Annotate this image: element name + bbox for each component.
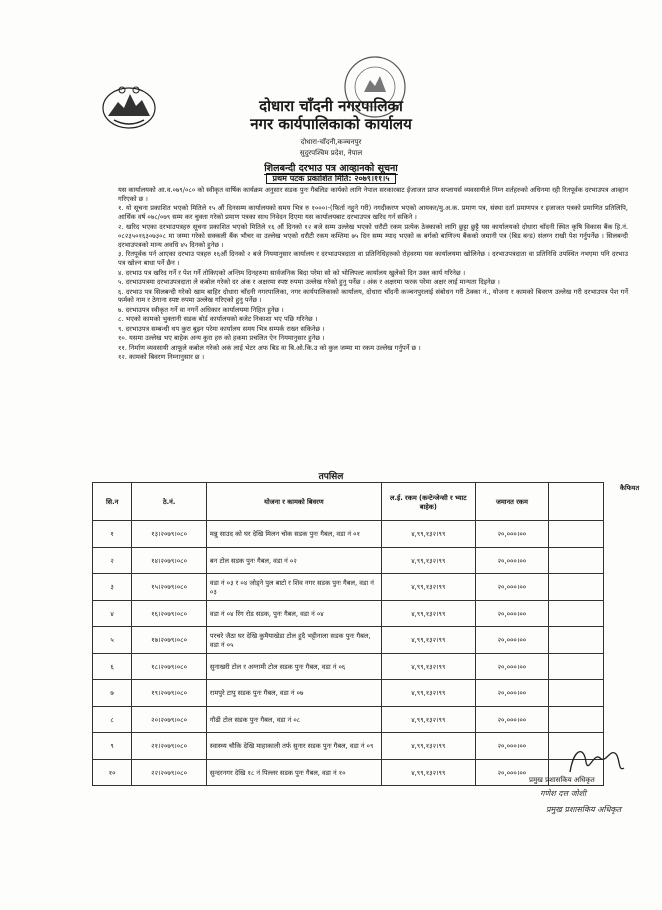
table-row [93,706,604,733]
condition-1: १. यो सूचना प्रकाशित भएको मितिले १५ औं दिनसम्म कार्यालयको समय भित्र रु १०००।-(फिर्ता नहुने गरी) नगदीकरण भएको आयकर/मु.अ.क. प्रमाण पत्र, संस्था दर्ता प्रमाणपत्र र इजाजत पत्रको प्रमाणित प्रतिलिपि, आर्थिक वर्ष ०७८/०७९ सम्म कर चुक्ता गरेको प्रमाण पत्रका साथ निवेदन दिएमा यस कार्यालयबाट दरभाउपत्र खरिद गर्न सकिने । [118,204,628,222]
cell-ref: १४।२०७९।०८० [132,547,207,574]
cell-name: वडा नं ०४ रिंग रोड सडक, पुनः गैबल, वडा नं ०४ [206,600,381,627]
notice-title: शिलबन्दी दरभाउ पत्र आव्हानको सूचना [264,163,398,174]
table-row [93,547,604,574]
handwritten-name: गणेश दत्त जोशी [540,789,587,798]
header-name: योजना र कामको बिवरण [206,483,381,521]
header-cost: ल.ई. रकम (कन्टेन्जेन्सी र भ्याट बाहेक) [381,483,475,521]
cell-rem [549,706,604,733]
cell-name: मन्नु साउद को घर देखि मिलन चोक सडक पुनः गैबल, वडा नं ०१ [206,521,381,548]
cell-rem [549,600,604,627]
cell-name: सुन्दरनगर देखि १८ नं पिल्लर सडक पुनः गैबल, वडा नं १० [206,759,381,786]
cell-deposit: २०,०००।०० [475,521,548,548]
cell-name: रामपुरे टापु सडक पुनः गैबल, वडा नं ०७ [206,680,381,707]
cell-sn: ३ [93,574,132,601]
table-row [93,521,604,548]
cell-rem [549,547,604,574]
schedule-title: तपसिल [318,472,344,482]
work-schedule-table [92,482,604,786]
published-date: प्रथम पटक प्रकाशित मिति: २०७९।११।५ [266,173,395,184]
cell-deposit: २०,०००।०० [475,759,548,786]
cell-deposit: २०,०००।०० [475,627,548,654]
cell-deposit: २०,०००।०० [475,680,548,707]
cell-cost: ४,९९,१३२।९९ [381,653,475,680]
cell-ref: १८।२०७९।०८० [132,653,207,680]
cell-ref: १७।२०७९।०८० [132,627,207,654]
cell-rem [549,574,604,601]
cell-sn: ९ [93,733,132,760]
cell-name: सुनाखरी टोल र अग्नामी टोल सडक पुनः गैबल, वडा नं ०६ [206,653,381,680]
table-row [93,680,604,707]
intro-paragraph: यस कार्यालयको आ.व.०७९/०८० को स्वीकृत वार्षिक कार्यक्रम अनुसार सडक पुनः गैबलिङ कार्यको लागि नेपाल सरकारबाट ईजाजत प्राप्त सप्लायर्स व्यवसायीले निम्न शर्तहरुको अधिनमा रही रितपूर्वक दरभाउपत्र आव्हान गरिएको छ । [118,186,628,203]
condition-8: ८. भएको कामको भुक्तानी सडक बोर्ड कार्यालयको बजेट निकाशा भए पछि गरिनेछ । [118,315,318,324]
header-sn: सि.न [93,483,132,521]
cell-sn: ४ [93,600,132,627]
cell-cost: ४,९९,१३२।९९ [381,733,475,760]
table-row [93,653,604,680]
cell-deposit: २०,०००।०० [475,547,548,574]
condition-10: १०. यसमा उल्लेख भए बाहेक अन्य कुरा हरु को हकमा प्रचलित ऐन नियमानुसार हुनेछ । [118,334,325,343]
table-row [93,627,604,654]
table-row [93,574,604,601]
condition-3: ३. रितपूर्वक पर्न आएका दरभाउ पत्रहरु १६औं दिनको २ बजे नियमानुसार कार्यालय र दरभाउपत्रदाता वा प्रतिनिधिहरुको रोहवरमा यस कार्यालयमा खोलिनेछ । दरभाउपत्रदाता वा प्रतिनिधि उपस्थित नभएमा पनि दरभाउ पत्र खोल्न बाधा पर्ने छैन । [118,250,628,268]
cell-cost: ४,९९,१३२।९९ [381,759,475,786]
cell-sn: ६ [93,653,132,680]
table-row [93,600,604,627]
cell-name: वडा नं ०३ र ०४ जोड्ने पुल बाटो र शिव नगर सडक पुनः गैबल, वडा नं ०३ [206,574,381,601]
handwritten-title: प्रमुख प्रशासकिय अधिकृत [546,805,622,814]
cell-cost: ४,९९,१३२।९९ [381,547,475,574]
cell-name: गौढी टोल सडक पुनः गैबल, वडा नं ०८ [206,706,381,733]
cell-rem [549,521,604,548]
condition-2: २. खरिद भएका दरभाउपत्रहरु सूचना प्रकाशित भएको मितिले १६ औं दिनको १२ बजे सम्म उल्लेख भएको धरौटी रकम प्रत्येक ठेक्काको लागि छुट्टा छुट्टै यस कार्यालयको दोधारा चाँदनी स्थित कृषि विकास बैंक हि.नं. ०८२३५०१६३०७३०८ मा जम्मा गरेको सक्कली बैंक भौचर वा उल्लेख भएको धरौटी रकम कम्तिमा ७५ दिन सम्म म्याद भएको क बर्गको बाणिज्य बैंकको जमानी पत्र (बिड बन्ड) संलग्न राखी पेश गर्नुपर्नेछ । सिलबन्दी दरभाउपत्रको मान्य अवधि ४५ दिनको हुनेछ । [118,222,628,249]
header-deposit: जमानत रकम [475,483,548,521]
condition-4: ४. दरभाउ पत्र खरिद गर्ने र पेश गर्ने तोकिएको अन्तिम दिनहरुमा सार्वजनिक बिदा परेमा सो को भोलिपल्ट कार्यालय खुलेको दिन उक्त कार्य गरिनेछ । [118,268,466,277]
cell-cost: ४,९९,१३२।९९ [381,680,475,707]
cell-sn: १० [93,759,132,786]
cell-sn: ८ [93,706,132,733]
condition-5: ५. दरभाउपत्रमा दरभाउपत्रदाता ले कबोल गरेको दर अंक र अक्षरमा स्पष्ट रुपमा उल्लेख गरेको हुनु पर्नेछ । अंक र अक्षरमा फरक परेमा अक्षर लाई मान्यता दिइनेछ । [118,278,500,287]
cell-ref: १५।२०७९।०८० [132,574,207,601]
cell-name: परचरे जैठा घर देखि कुमैयाखेडा टोल हुदै भट्टीनाला सडक पुनः गैबल, वडा नं ०५ [206,627,381,654]
cell-ref: १६।२०७९।०८० [132,600,207,627]
condition-9: ९. दरभाउपत्र सम्बन्धी थप कुरा बुझ्न परेमा कार्यालय समय भित्र सम्पर्क राख्न सकिनेछ । [118,324,325,333]
cell-ref: २०।२०७९।०८० [132,706,207,733]
notice-body [118,186,628,363]
condition-12: १२. कामको बिवरण निम्नानुसार छ । [118,353,205,362]
cell-ref: १३।२०७९।०८० [132,521,207,548]
condition-11: ११. निर्माण व्यवसायी आफूले कबोल गरेको अकं लाई भेटर अफ बिड वा बि.ओ.कि.उ को कुल जम्मा मा रकम उल्लेख गर्नुपर्ने छ । [118,343,421,352]
municipality-name: दोधारा चाँदनी नगरपालिका [259,97,403,115]
cell-sn: १ [93,521,132,548]
cell-ref: २२।२०७९।०८० [132,759,207,786]
cell-name: स्वास्थ्य चौकि देखि माहाकाली तर्फ सुनार सडक पुनः गैबल, वडा नं ०९ [206,733,381,760]
cell-deposit: २०,०००।०० [475,653,548,680]
cell-rem [549,680,604,707]
cell-rem [549,627,604,654]
cell-cost: ४,९९,१३२।९९ [381,521,475,548]
cell-ref: २१।२०७९।०८० [132,733,207,760]
cell-cost: ४,९९,१३२।९९ [381,600,475,627]
address-line-2: सुदुरपश्चिम प्रदेश, नेपाल [299,149,363,157]
header-remarks-cell [549,483,604,521]
condition-6: ६. दरभाउ पत्र सिलबन्दी गरेको खाम बाहिर दोधारा चाँदनी नगरपालिका, नगर कार्यपालिकाको कार्यालय, दोधारा चाँदनी कञ्चनपुरलाई संबोधन गरी ठेक्का नं., योजना र कामको बिवरण उल्लेख गरी दरभाउपत्र पेश गर्ने फर्मको नाम र ठेगाना स्पष्ट रुपमा उल्लेख गरिएको हुनु पर्नेछ । [118,287,628,305]
table-row [93,733,604,760]
cell-cost: ४,९९,१३२।९९ [381,627,475,654]
header-remarks: कैफियत [620,484,640,492]
cell-sn: २ [93,547,132,574]
cell-ref: १९।२०७९।०८० [132,680,207,707]
cell-name: बन टोल सडक पुनः गैबल, वडा नं ०२ [206,547,381,574]
cell-sn: ५ [93,627,132,654]
cell-cost: ४,९९,१३२।९९ [381,706,475,733]
table-header-row [93,483,604,521]
cell-deposit: २०,०००।०० [475,733,548,760]
cell-rem [549,653,604,680]
office-name: नगर कार्यपालिकाको कार्यालय [250,115,412,133]
signatory-role: प्रमुख प्रशासकिय अधिकृत [529,776,595,784]
address-line-1: दोधारा-चाँदनी,कञ्चनपुर [300,138,362,146]
table-row [93,759,604,786]
condition-7: ७. दरभाउपत्र स्वीकृत गर्ने वा नगर्ने अधिकार कार्यालयमा निहित हुनेछ । [118,305,284,314]
header-ref: ठे.नं. [132,483,207,521]
cell-deposit: २०,०००।०० [475,574,548,601]
cell-sn: ७ [93,680,132,707]
cell-cost: ४,९९,१३२।९९ [381,574,475,601]
cell-deposit: २०,०००।०० [475,706,548,733]
cell-deposit: २०,०००।०० [475,600,548,627]
